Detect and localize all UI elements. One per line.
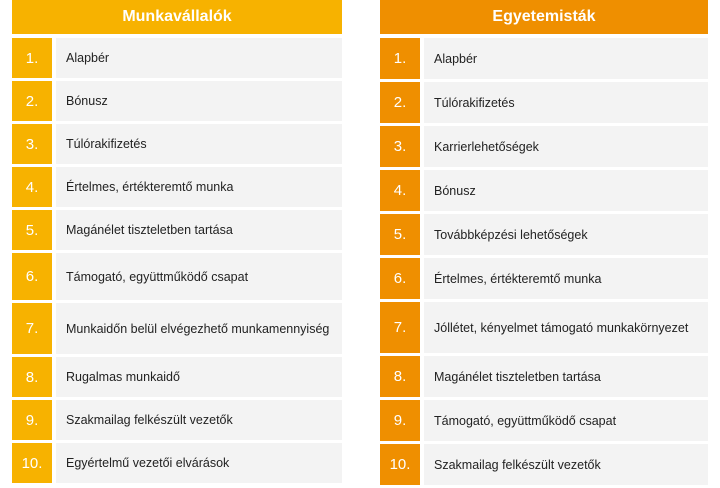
list-item [380, 126, 708, 167]
rank-number: 9. [380, 400, 420, 441]
list-item [380, 214, 708, 255]
list-item [380, 258, 708, 299]
rank-label: Támogató, együttműködő csapat [56, 253, 342, 300]
list-item [12, 443, 342, 483]
rank-label: Túlórakifizetés [424, 82, 708, 123]
rank-label: Egyértelmű vezetői elvárások [56, 443, 342, 483]
rank-label: Karrierlehetőségek [424, 126, 708, 167]
rank-label: Értelmes, értékteremtő munka [424, 258, 708, 299]
rank-number: 5. [380, 214, 420, 255]
rank-label: Támogató, együttműködő csapat [424, 400, 708, 441]
rank-number: 1. [12, 38, 52, 78]
rank-number: 4. [12, 167, 52, 207]
students-rank-list [380, 38, 708, 485]
rank-number: 7. [12, 303, 52, 354]
students-panel [380, 0, 708, 488]
rank-label: Rugalmas munkaidő [56, 357, 342, 397]
list-item [380, 302, 708, 353]
rank-label: Továbbképzési lehetőségek [424, 214, 708, 255]
list-item [12, 253, 342, 300]
list-item [380, 38, 708, 79]
employees-rank-list [12, 38, 342, 483]
employees-panel [12, 0, 342, 486]
rank-label: Szakmailag felkészült vezetők [56, 400, 342, 440]
rank-label: Magánélet tiszteletben tartása [56, 210, 342, 250]
rank-number: 2. [380, 82, 420, 123]
employees-header: Munkavállalók [12, 0, 342, 34]
list-item [12, 167, 342, 207]
rank-number: 3. [380, 126, 420, 167]
list-item [380, 170, 708, 211]
list-item [12, 38, 342, 78]
list-item [12, 357, 342, 397]
list-item [380, 356, 708, 397]
rank-label: Munkaidőn belül elvégezhető munkamennyiség [56, 303, 342, 354]
list-item [12, 303, 342, 354]
list-item [12, 124, 342, 164]
rank-label: Túlórakifizetés [56, 124, 342, 164]
rank-label: Magánélet tiszteletben tartása [424, 356, 708, 397]
rank-number: 8. [380, 356, 420, 397]
rank-number: 3. [12, 124, 52, 164]
rank-label: Értelmes, értékteremtő munka [56, 167, 342, 207]
rank-label: Jóllétet, kényelmet támogató munkakörnyezet [424, 302, 708, 353]
list-item [12, 400, 342, 440]
rank-label: Alapbér [56, 38, 342, 78]
rank-label: Bónusz [424, 170, 708, 211]
rank-number: 10. [12, 443, 52, 483]
rank-number: 10. [380, 444, 420, 485]
rank-label: Bónusz [56, 81, 342, 121]
students-header: Egyetemisták [380, 0, 708, 34]
rank-number: 5. [12, 210, 52, 250]
list-item [380, 444, 708, 485]
rank-number: 8. [12, 357, 52, 397]
rank-label: Szakmailag felkészült vezetők [424, 444, 708, 485]
rank-number: 9. [12, 400, 52, 440]
list-item [380, 82, 708, 123]
rank-label: Alapbér [424, 38, 708, 79]
list-item [12, 210, 342, 250]
rank-number: 4. [380, 170, 420, 211]
rank-number: 1. [380, 38, 420, 79]
list-item [12, 81, 342, 121]
list-item [380, 400, 708, 441]
rank-number: 2. [12, 81, 52, 121]
rank-number: 7. [380, 302, 420, 353]
rank-number: 6. [12, 253, 52, 300]
rank-number: 6. [380, 258, 420, 299]
